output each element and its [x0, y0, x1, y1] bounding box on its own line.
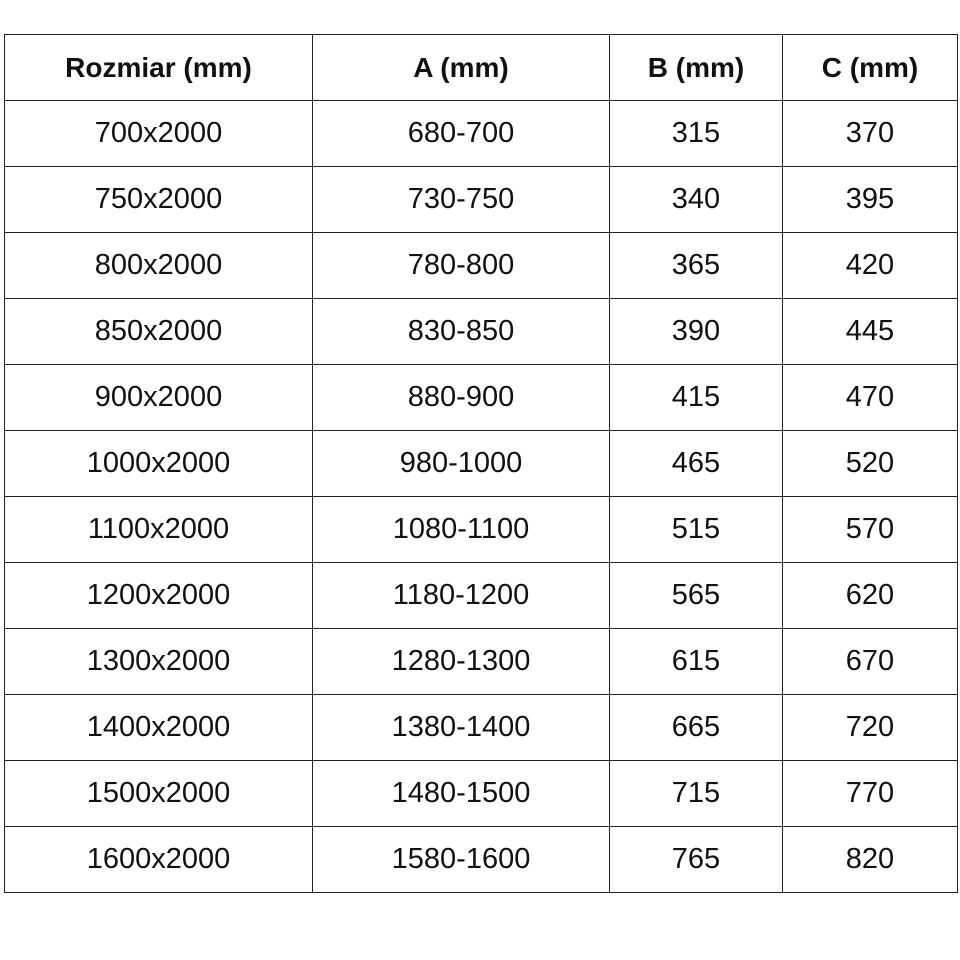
- table-header: [5, 35, 958, 101]
- header-a: A (mm): [313, 35, 610, 101]
- cell-b: 715: [610, 761, 783, 827]
- cell-b: 415: [610, 365, 783, 431]
- cell-c: 770: [783, 761, 958, 827]
- header-size: Rozmiar (mm): [5, 35, 313, 101]
- table-row: [5, 431, 958, 497]
- cell-b: 390: [610, 299, 783, 365]
- cell-c: 445: [783, 299, 958, 365]
- cell-a: 980-1000: [313, 431, 610, 497]
- cell-size: 1300x2000: [5, 629, 313, 695]
- cell-b: 365: [610, 233, 783, 299]
- cell-size: 1600x2000: [5, 827, 313, 893]
- cell-a: 780-800: [313, 233, 610, 299]
- cell-b: 665: [610, 695, 783, 761]
- cell-b: 465: [610, 431, 783, 497]
- cell-c: 395: [783, 167, 958, 233]
- cell-c: 720: [783, 695, 958, 761]
- cell-size: 1500x2000: [5, 761, 313, 827]
- cell-size: 900x2000: [5, 365, 313, 431]
- table-row: [5, 167, 958, 233]
- cell-c: 820: [783, 827, 958, 893]
- cell-b: 315: [610, 101, 783, 167]
- cell-size: 1100x2000: [5, 497, 313, 563]
- cell-size: 1400x2000: [5, 695, 313, 761]
- cell-a: 830-850: [313, 299, 610, 365]
- cell-a: 1380-1400: [313, 695, 610, 761]
- cell-a: 1480-1500: [313, 761, 610, 827]
- table-row: [5, 101, 958, 167]
- cell-a: 880-900: [313, 365, 610, 431]
- cell-c: 670: [783, 629, 958, 695]
- cell-size: 700x2000: [5, 101, 313, 167]
- cell-b: 340: [610, 167, 783, 233]
- table-row: [5, 629, 958, 695]
- cell-size: 750x2000: [5, 167, 313, 233]
- table-row: [5, 695, 958, 761]
- cell-size: 1000x2000: [5, 431, 313, 497]
- cell-b: 565: [610, 563, 783, 629]
- table-row: [5, 299, 958, 365]
- table-row: [5, 761, 958, 827]
- header-b: B (mm): [610, 35, 783, 101]
- cell-b: 615: [610, 629, 783, 695]
- cell-c: 570: [783, 497, 958, 563]
- cell-a: 1080-1100: [313, 497, 610, 563]
- cell-size: 1200x2000: [5, 563, 313, 629]
- table-row: [5, 827, 958, 893]
- table-row: [5, 563, 958, 629]
- cell-a: 1580-1600: [313, 827, 610, 893]
- cell-c: 370: [783, 101, 958, 167]
- cell-size: 850x2000: [5, 299, 313, 365]
- cell-c: 620: [783, 563, 958, 629]
- table-row: [5, 365, 958, 431]
- header-row: [5, 35, 958, 101]
- cell-a: 1280-1300: [313, 629, 610, 695]
- cell-size: 800x2000: [5, 233, 313, 299]
- table-body: [5, 101, 958, 893]
- table-row: [5, 497, 958, 563]
- cell-a: 1180-1200: [313, 563, 610, 629]
- cell-c: 470: [783, 365, 958, 431]
- cell-a: 730-750: [313, 167, 610, 233]
- cell-a: 680-700: [313, 101, 610, 167]
- table-row: [5, 233, 958, 299]
- header-c: C (mm): [783, 35, 958, 101]
- cell-b: 515: [610, 497, 783, 563]
- cell-b: 765: [610, 827, 783, 893]
- cell-c: 420: [783, 233, 958, 299]
- size-table: [4, 34, 958, 893]
- cell-c: 520: [783, 431, 958, 497]
